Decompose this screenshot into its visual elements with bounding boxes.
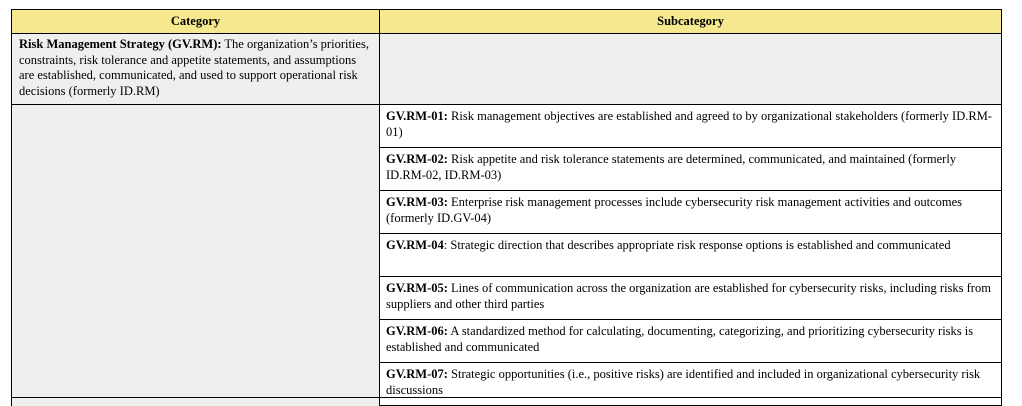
category-row [12,34,1002,105]
subcategory-header: Subcategory [380,10,1002,34]
category-row-empty-cell [380,34,1002,105]
subcategory-text: Enterprise risk management processes include cybersecurity risk management activities and outcomes (formerly ID.GV-04) [386,195,962,225]
subcategory-row [12,105,1002,148]
subcategory-code: GV.RM-05: [386,281,448,295]
subcategory-cell-gv-rm-04 [380,234,1002,277]
subcategory-code: GV.RM-06: [386,324,448,338]
category-title: Risk Management Strategy (GV.RM): [19,37,222,51]
subcategory-code: GV.RM-04 [386,238,444,252]
subcategory-cell-gv-rm-02 [380,148,1002,191]
subcategory-cell-gv-rm-06 [380,320,1002,363]
category-header: Category [12,10,380,34]
subcategory-cell-gv-rm-01 [380,105,1002,148]
subcategory-text: : Strategic direction that describes appropriate risk response options is established and communicated [443,238,951,252]
framework-table [11,9,1002,406]
subcategory-text: Risk management objectives are established and agreed to by organizational stakeholders (formerly ID.RM-01) [386,109,992,139]
subcategory-cell-gv-rm-05 [380,277,1002,320]
subcategory-code: GV.RM-07: [386,367,448,381]
subcategory-cell-gv-rm-07 [380,363,1002,406]
subcategory-text: Lines of communication across the organization are established for cybersecurity risks, including risks from suppliers and other third parties [386,281,991,311]
category-spacer-cell [12,105,380,406]
table-bottom-border [11,397,1001,398]
subcategory-text: A standardized method for calculating, documenting, categorizing, and prioritizing cybersecurity risks is established and communicated [386,324,974,354]
subcategory-text: Strategic opportunities (i.e., positive risks) are identified and included in organizational cybersecurity risk discussions [386,367,981,397]
subcategory-cell-gv-rm-03 [380,191,1002,234]
category-cell [12,34,380,105]
header-row [12,10,1002,34]
subcategory-code: GV.RM-03: [386,195,448,209]
subcategory-code: GV.RM-02: [386,152,448,166]
subcategory-text: Risk appetite and risk tolerance statements are determined, communicated, and maintained (formerly ID.RM-02, ID.RM-03) [386,152,957,182]
category-description: The organization’s priorities, constraints, risk tolerance and appetite statements, and assumptions are established, communicated, and used to support operational risk decisions (formerly ID.RM) [19,37,369,98]
subcategory-code: GV.RM-01: [386,109,448,123]
